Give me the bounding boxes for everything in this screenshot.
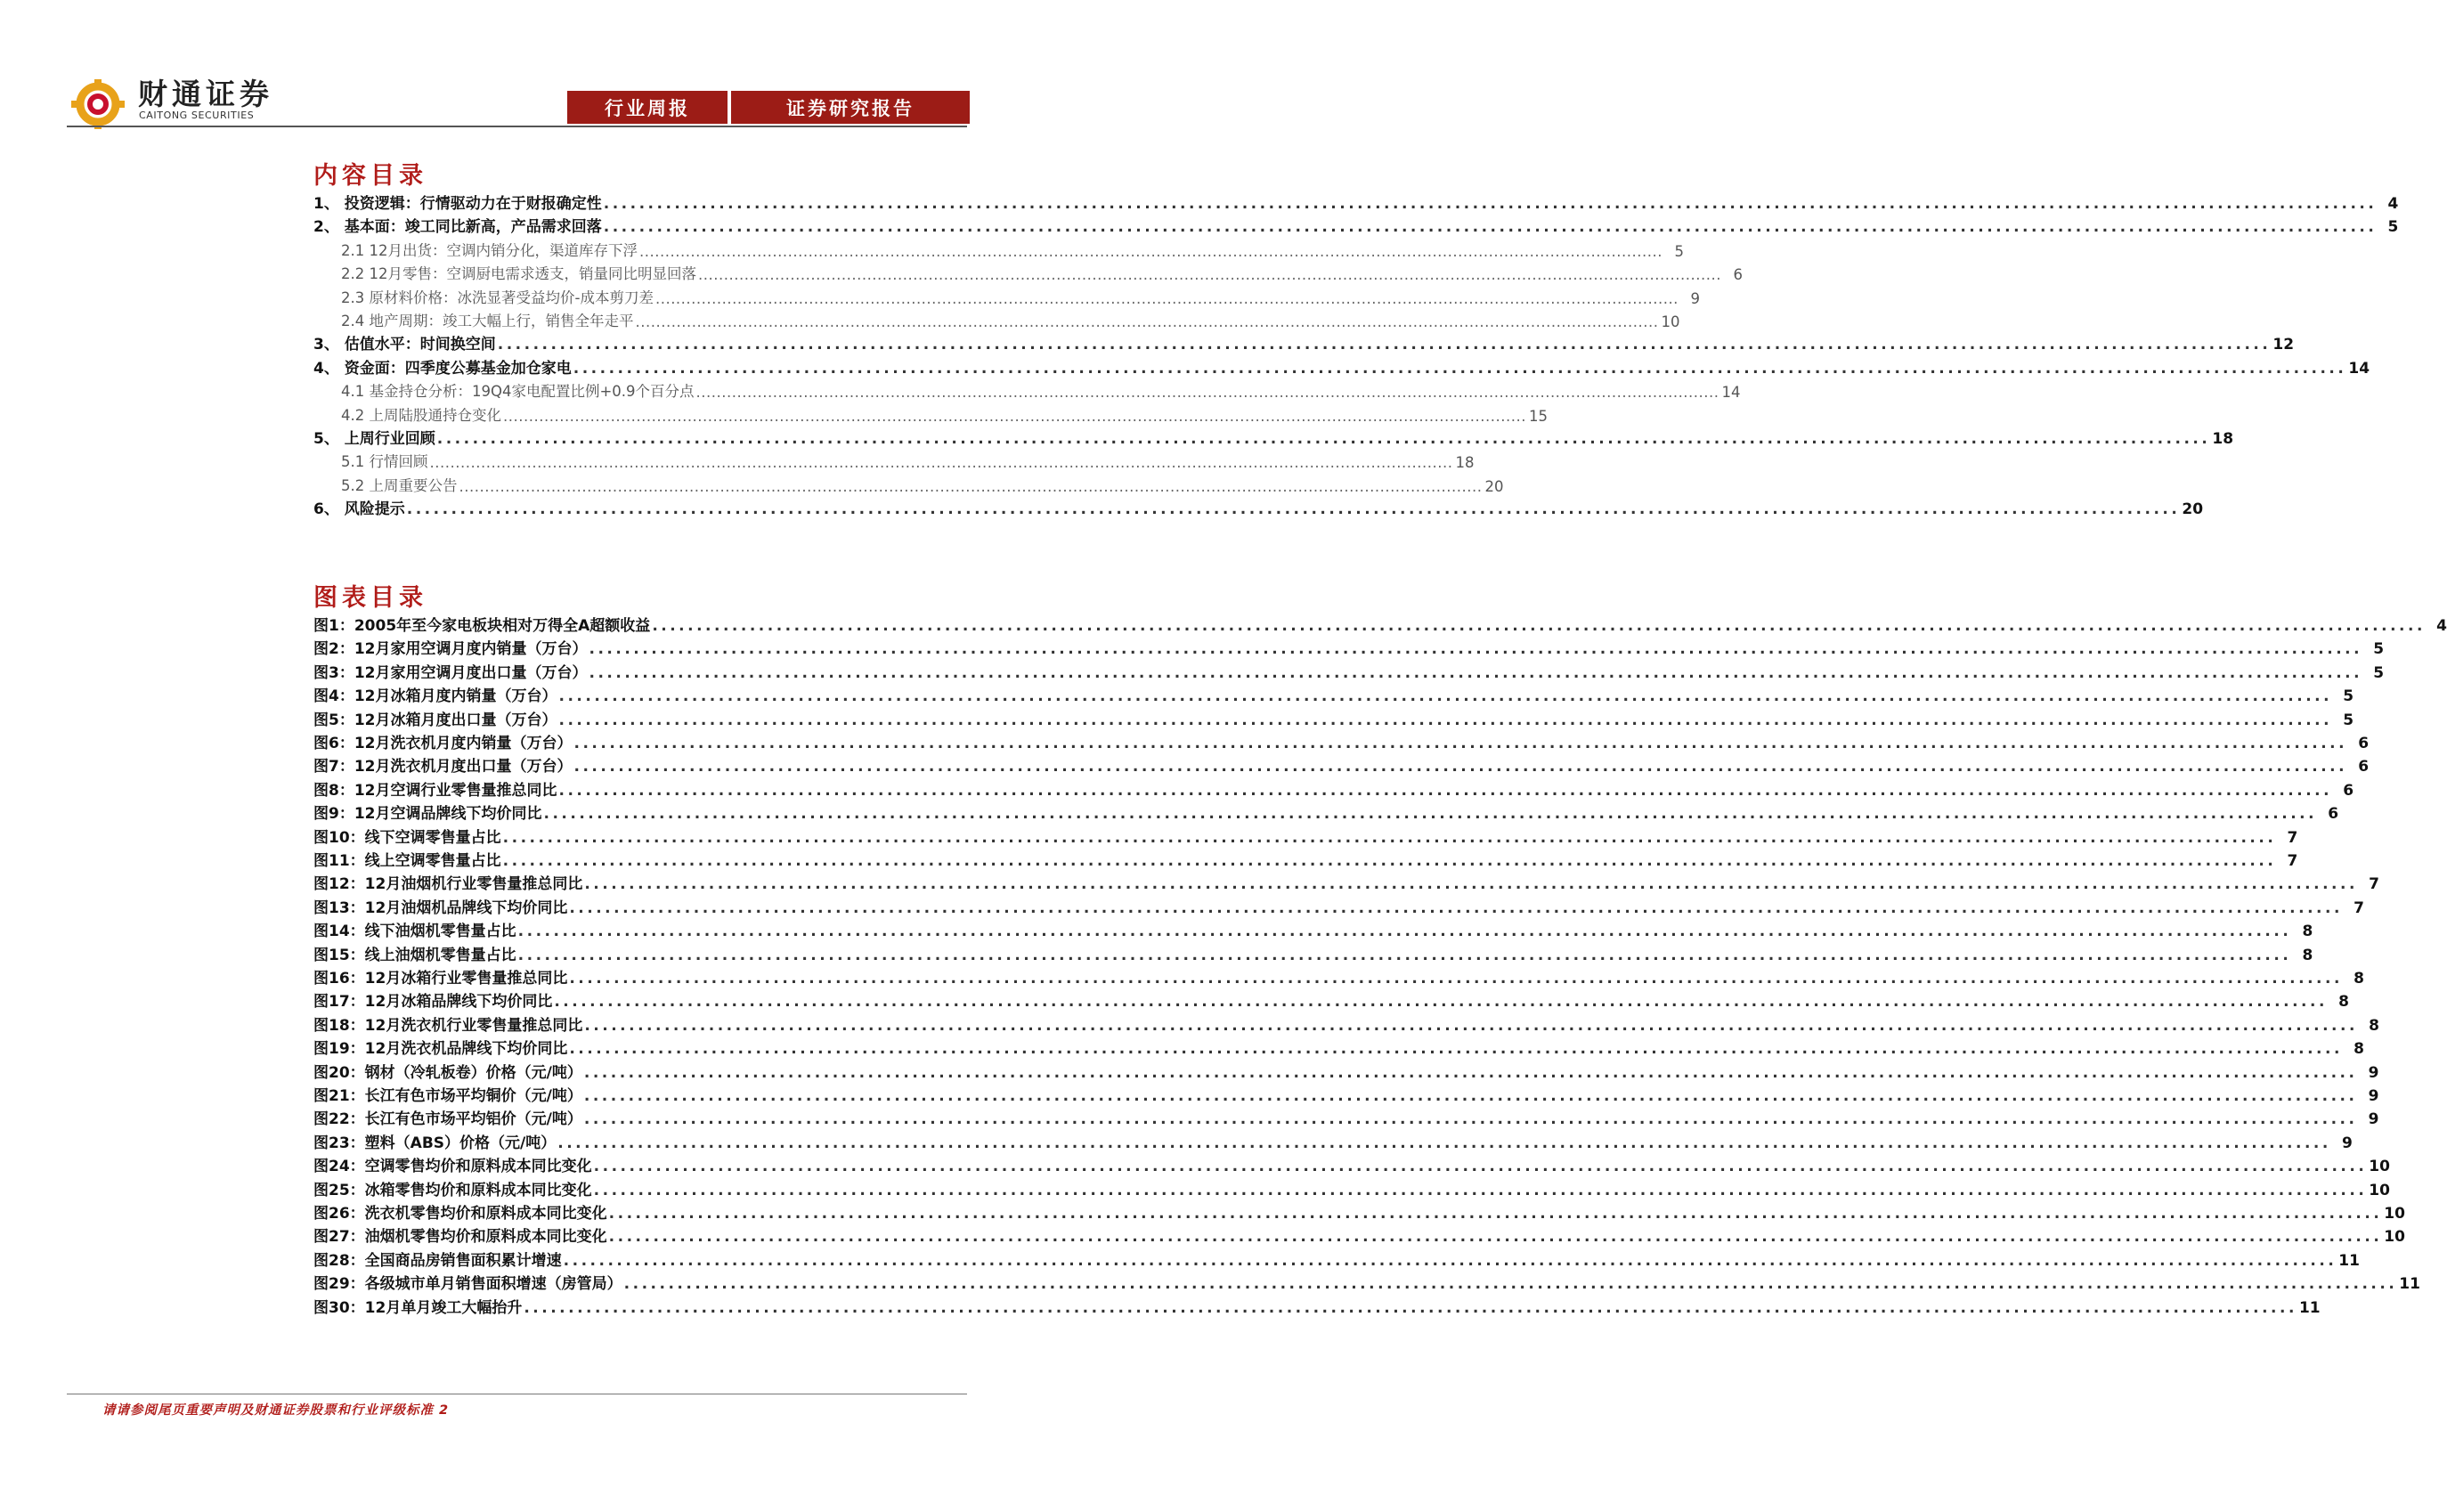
- toc-entry-page: 8: [2369, 1016, 2379, 1035]
- toc-entry[interactable]: [313, 964, 2364, 988]
- toc-entry-page: 5: [2343, 687, 2354, 706]
- toc-entry-label: 2.1 12月出货：空调内销分化，渠道库存下浮: [341, 241, 638, 259]
- toc-leader-dots: ........................................................................................................................................................................................................: [517, 946, 2292, 964]
- toc-entry-page: 9: [2368, 1063, 2379, 1082]
- page-header: [0, 0, 1069, 134]
- toc-entry-label: 图19：12月洗衣机品牌线下均价同比: [313, 1040, 568, 1059]
- toc-leader-dots: ........................................................................................................................................................................................................: [573, 359, 2347, 378]
- toc-entry-page: 10: [2384, 1228, 2405, 1247]
- toc-entry-page: 10: [2369, 1181, 2390, 1199]
- toc-entry-label: 图16：12月冰箱行业零售量推总同比: [313, 970, 568, 988]
- toc-entry-label: 图22：长江有色市场平均铝价（元/吨）: [313, 1110, 582, 1129]
- toc-entry-label: 图30：12月单月竣工大幅抬升: [313, 1298, 523, 1317]
- toc-entry[interactable]: [313, 1035, 2364, 1059]
- toc-leader-dots: ........................................................................................................................................................................................................: [558, 781, 2333, 800]
- toc-entry-page: 6: [2358, 735, 2370, 752]
- toc-entry-page: 6: [2328, 805, 2339, 824]
- toc-entry[interactable]: [313, 1294, 2321, 1317]
- toc-leader-dots: ........................................................................................................................................................................................................: [558, 711, 2333, 729]
- toc-entry[interactable]: [313, 1270, 2420, 1294]
- toc-leader-dots: ........................................................................................................................................................................................................: [436, 430, 2211, 448]
- toc-entry-label: 图10：线下空调零售量占比: [313, 828, 501, 847]
- toc-entry-label: 图27：油烟机零售均价和原料成本同比变化: [313, 1228, 607, 1247]
- toc-entry-label: 图24：空调零售均价和原料成本同比变化: [313, 1158, 592, 1176]
- toc-entry-page: 9: [2368, 1087, 2379, 1105]
- toc-entry-label: 图25：冰箱零售均价和原料成本同比变化: [313, 1181, 592, 1199]
- toc-entry-page: 8: [2302, 923, 2313, 941]
- toc-entry-page: 5: [2373, 663, 2385, 682]
- toc-leader-dots: ........................................................................................................................................................................................................: [502, 828, 2277, 847]
- toc-entry[interactable]: [313, 190, 2399, 213]
- header-divider: [67, 126, 967, 127]
- toc-entry-page: 5: [2343, 711, 2354, 729]
- toc-entry-page: 15: [1528, 407, 1548, 425]
- toc-entry[interactable]: [313, 425, 2234, 448]
- toc-entry-page: 12: [2272, 336, 2295, 354]
- toc-entry-label: 2.4 地产周期：竣工大幅上行，销售全年走平: [341, 313, 634, 329]
- toc-leader-dots: ........................................................................................................................................................................................................: [573, 758, 2348, 776]
- toc-entry-page: 9: [1690, 289, 1700, 307]
- toc-leader-dots: ........................................................................................................................................................................................................: [584, 875, 2358, 894]
- toc-entry-label: 图7：12月洗衣机月度出口量（万台）: [313, 758, 573, 776]
- toc-entry-label: 4.1 基金持仓分析：19Q4家电配置比例+0.9个百分点: [341, 383, 695, 401]
- toc-entry-page: 8: [2302, 946, 2313, 964]
- header-tabs: [567, 91, 970, 124]
- toc-entry[interactable]: [313, 1152, 2390, 1176]
- toc-entry-label: 1、 投资逻辑：行情驱动力在于财报确定性: [313, 195, 602, 213]
- toc-entry[interactable]: [313, 847, 2298, 870]
- toc-leader-dots: ........................................................................................................................................................................................................: [569, 898, 2343, 917]
- toc-entry[interactable]: [313, 1176, 2390, 1199]
- toc-entry-label: 图15：线上油烟机零售量占比: [313, 946, 516, 964]
- toc-entry[interactable]: [313, 402, 1548, 425]
- toc-leader-dots: ........................................................................................................................................................................................................: [429, 454, 1453, 472]
- contents-title: 内容目录: [313, 162, 427, 190]
- toc-leader-dots: ........................................................................................................................................................................................................: [583, 1063, 2358, 1082]
- toc-entry[interactable]: [313, 870, 2379, 894]
- toc-entry-label: 2.3 原材料价格：冰洗显著受益均价-成本剪刀差: [341, 289, 654, 306]
- toc-entry-label: 4.2 上周陆股通持仓变化: [341, 406, 501, 424]
- toc-entry-label: 图20：钢材（冷轧板卷）价格（元/吨）: [313, 1063, 582, 1082]
- toc-entry[interactable]: [313, 824, 2298, 847]
- toc-entry[interactable]: [313, 260, 1743, 284]
- toc-entry-page: 9: [2368, 1110, 2379, 1129]
- toc-leader-dots: ........................................................................................................................................................................................................: [524, 1298, 2297, 1317]
- toc-entry[interactable]: [313, 237, 1684, 260]
- toc-entry[interactable]: [313, 378, 1741, 402]
- toc-entry[interactable]: [313, 354, 2370, 378]
- toc-entry-label: 图1：2005年至今家电板块相对万得全A超额收益: [313, 617, 651, 635]
- toc-entry-page: 4: [2387, 195, 2399, 213]
- toc-entry[interactable]: [313, 706, 2354, 729]
- toc-entry[interactable]: [313, 1012, 2379, 1035]
- toc-entry[interactable]: [313, 917, 2313, 941]
- toc-entry-page: 11: [2399, 1275, 2420, 1294]
- toc-entry-page: 6: [2343, 781, 2354, 800]
- toc-entry[interactable]: [313, 659, 2385, 682]
- toc-entry-page: 10: [1661, 313, 1680, 330]
- toc-entry-label: 图6：12月洗衣机月度内销量（万台）: [313, 735, 573, 752]
- toc-entry-label: 图4：12月冰箱月度内销量（万台）: [313, 687, 557, 706]
- toc-entry-page: 6: [1733, 266, 1743, 284]
- toc-entry-page: 8: [2354, 970, 2364, 988]
- toc-entry[interactable]: [313, 635, 2385, 659]
- toc-entry-label: 4、 资金面：四季度公募基金加仓家电: [313, 359, 572, 378]
- toc-entry[interactable]: [313, 330, 2295, 354]
- toc-entry-page: 5: [2387, 218, 2399, 237]
- toc-leader-dots: ........................................................................................................................................................................................................: [589, 663, 2363, 682]
- toc-entry-label: 图17：12月冰箱品牌线下均价同比: [313, 993, 553, 1012]
- toc-entry-page: 18: [1455, 454, 1475, 472]
- toc-entry-page: 8: [2338, 993, 2349, 1012]
- toc-entry-label: 3、 估值水平：时间换空间: [313, 336, 496, 354]
- toc-leader-dots: ........................................................................................................................................................................................................: [608, 1205, 2383, 1223]
- toc-leader-dots: ........................................................................................................................................................................................................: [554, 993, 2328, 1012]
- toc-leader-dots: ........................................................................................................................................................................................................: [638, 242, 1662, 260]
- toc-entry-label: 图11：线上空调零售量占比: [313, 852, 501, 870]
- toc-entry[interactable]: [313, 1129, 2353, 1152]
- toc-leader-dots: ........................................................................................................................................................................................................: [608, 1228, 2383, 1247]
- toc-entry-label: 图12：12月油烟机行业零售量推总同比: [313, 875, 583, 894]
- toc-leader-dots: ........................................................................................................................................................................................................: [589, 640, 2363, 659]
- toc-entry-label: 图26：洗衣机零售均价和原料成本同比变化: [313, 1205, 607, 1223]
- toc-entry-page: 5: [2373, 640, 2385, 659]
- toc-entry-label: 图8：12月空调行业零售量推总同比: [313, 781, 557, 800]
- footer-disclaimer: 请请参阅尾页重要声明及财通证券股票和行业评级标准 2: [102, 1403, 450, 1418]
- toc-leader-dots: ........................................................................................................................................................................................................: [502, 852, 2277, 870]
- toc-entry[interactable]: [313, 448, 1475, 472]
- toc-entry-label: 2.2 12月零售：空调厨电需求透支，销量同比明显回落: [341, 265, 696, 283]
- toc-entry-page: 8: [2354, 1040, 2364, 1059]
- toc-entry-page: 7: [2287, 828, 2298, 847]
- toc-entry-label: 图21：长江有色市场平均铜价（元/吨）: [313, 1087, 582, 1105]
- toc-leader-dots: ........................................................................................................................................................................................................: [406, 500, 2181, 519]
- toc-entry[interactable]: [313, 1199, 2405, 1223]
- toc-leader-dots: ........................................................................................................................................................................................................: [563, 1251, 2337, 1270]
- toc-leader-dots: ........................................................................................................................................................................................................: [583, 1087, 2358, 1105]
- toc-leader-dots: ........................................................................................................................................................................................................: [503, 407, 1526, 425]
- toc-entry-label: 图18：12月洗衣机行业零售量推总同比: [313, 1016, 583, 1035]
- toc-entry-label: 5.2 上周重要公告: [341, 476, 458, 494]
- toc-leader-dots: ........................................................................................................................................................................................................: [603, 218, 2378, 237]
- toc-entry-page: 11: [2298, 1298, 2321, 1317]
- toc-entry[interactable]: [313, 1082, 2379, 1105]
- toc-entry[interactable]: [313, 988, 2349, 1012]
- toc-entry-label: 图23：塑料（ABS）价格（元/吨）: [313, 1134, 557, 1152]
- toc-entry[interactable]: [313, 776, 2354, 800]
- toc-entry[interactable]: [313, 1105, 2379, 1129]
- toc-entry-label: 图29：各级城市单月销售面积增速（房管局）: [313, 1275, 622, 1294]
- toc-entry[interactable]: [313, 495, 2204, 519]
- toc-entry[interactable]: [313, 800, 2339, 824]
- toc-entry[interactable]: [313, 682, 2354, 706]
- toc-entry[interactable]: [313, 1059, 2379, 1082]
- toc-leader-dots: ........................................................................................................................................................................................................: [569, 1040, 2343, 1059]
- toc-leader-dots: ........................................................................................................................................................................................................: [569, 970, 2343, 988]
- toc-leader-dots: ........................................................................................................................................................................................................: [584, 1016, 2358, 1035]
- toc-entry[interactable]: [313, 1223, 2405, 1247]
- toc-leader-dots: ........................................................................................................................................................................................................: [497, 336, 2272, 354]
- toc-entry-page: 7: [2369, 875, 2379, 894]
- toc-leader-dots: ........................................................................................................................................................................................................: [603, 195, 2378, 213]
- toc-entry-label: 图28：全国商品房销售面积累计增速: [313, 1251, 562, 1270]
- toc-entry[interactable]: [313, 307, 1680, 330]
- toc-leader-dots: ........................................................................................................................................................................................................: [593, 1158, 2368, 1176]
- figures-title: 图表目录: [313, 584, 427, 612]
- toc-entry-page: 18: [2212, 430, 2234, 448]
- toc-entry-page: 5: [1674, 242, 1684, 260]
- toc-entry[interactable]: [313, 213, 2399, 237]
- toc-leader-dots: ........................................................................................................................................................................................................: [697, 266, 1721, 284]
- toc-leader-dots: ........................................................................................................................................................................................................: [583, 1110, 2358, 1129]
- toc-entry-label: 2、 基本面：竣工同比新高，产品需求回落: [313, 218, 602, 237]
- toc-entry-label: 图3：12月家用空调月度出口量（万台）: [313, 663, 588, 682]
- toc-leader-dots: ........................................................................................................................................................................................................: [654, 289, 1679, 307]
- toc-entry-label: 图14：线下油烟机零售量占比: [313, 923, 516, 941]
- toc-entry-page: 10: [2369, 1158, 2390, 1176]
- toc-entry-page: 20: [2182, 500, 2204, 519]
- toc-entry-label: 5、 上周行业回顾: [313, 430, 435, 448]
- toc-leader-dots: ........................................................................................................................................................................................................: [543, 805, 2318, 824]
- toc-entry-label: 图5：12月冰箱月度出口量（万台）: [313, 711, 557, 729]
- toc-leader-dots: ........................................................................................................................................................................................................: [652, 617, 2426, 635]
- toc-entry-label: 6、 风险提示: [313, 500, 405, 519]
- toc-leader-dots: ........................................................................................................................................................................................................: [459, 477, 1483, 495]
- toc-entry[interactable]: [313, 472, 1504, 495]
- toc-leader-dots: ........................................................................................................................................................................................................: [593, 1181, 2368, 1199]
- toc-leader-dots: ........................................................................................................................................................................................................: [573, 735, 2348, 752]
- toc-entry[interactable]: [313, 284, 1700, 307]
- toc-entry-page: 11: [2338, 1251, 2360, 1270]
- toc-entry-page: 4: [2436, 617, 2447, 635]
- toc-entry-page: 9: [2342, 1134, 2353, 1152]
- toc-entry[interactable]: [313, 612, 2447, 635]
- toc-entry-label: 5.1 行情回顾: [341, 453, 428, 471]
- tab-weekly-report: 行业周报: [567, 91, 728, 124]
- toc-entry-page: 6: [2358, 758, 2370, 776]
- toc-entry[interactable]: [313, 1247, 2360, 1270]
- toc-entry-page: 20: [1484, 477, 1504, 495]
- toc-entry-label: 图2：12月家用空调月度内销量（万台）: [313, 640, 588, 659]
- toc-entry-label: 图13：12月油烟机品牌线下均价同比: [313, 898, 568, 917]
- toc-entry-page: 14: [2348, 359, 2370, 378]
- toc-leader-dots: ........................................................................................................................................................................................................: [517, 923, 2292, 941]
- company-name-en: CAITONG SECURITIES: [139, 110, 255, 121]
- toc-entry-page: 14: [1721, 384, 1741, 402]
- toc-entry[interactable]: [313, 729, 2370, 752]
- toc-entry-page: 7: [2354, 898, 2364, 917]
- toc-leader-dots: ........................................................................................................................................................................................................: [635, 313, 1659, 330]
- company-name-cn: 财通证券: [138, 77, 273, 111]
- toc-entry-page: 10: [2384, 1205, 2405, 1223]
- toc-leader-dots: ........................................................................................................................................................................................................: [557, 1134, 2331, 1152]
- toc-entry-label: 图9：12月空调品牌线下均价同比: [313, 805, 542, 824]
- toc-leader-dots: ........................................................................................................................................................................................................: [558, 687, 2333, 706]
- toc-entry-page: 7: [2287, 852, 2298, 870]
- toc-entry[interactable]: [313, 894, 2364, 917]
- toc-entry[interactable]: [313, 941, 2313, 964]
- tab-research-report: 证券研究报告: [731, 91, 970, 124]
- toc-leader-dots: ........................................................................................................................................................................................................: [623, 1275, 2398, 1294]
- caitong-logo-icon: [67, 76, 129, 133]
- toc-entry[interactable]: [313, 752, 2370, 776]
- toc-leader-dots: ........................................................................................................................................................................................................: [695, 384, 1719, 402]
